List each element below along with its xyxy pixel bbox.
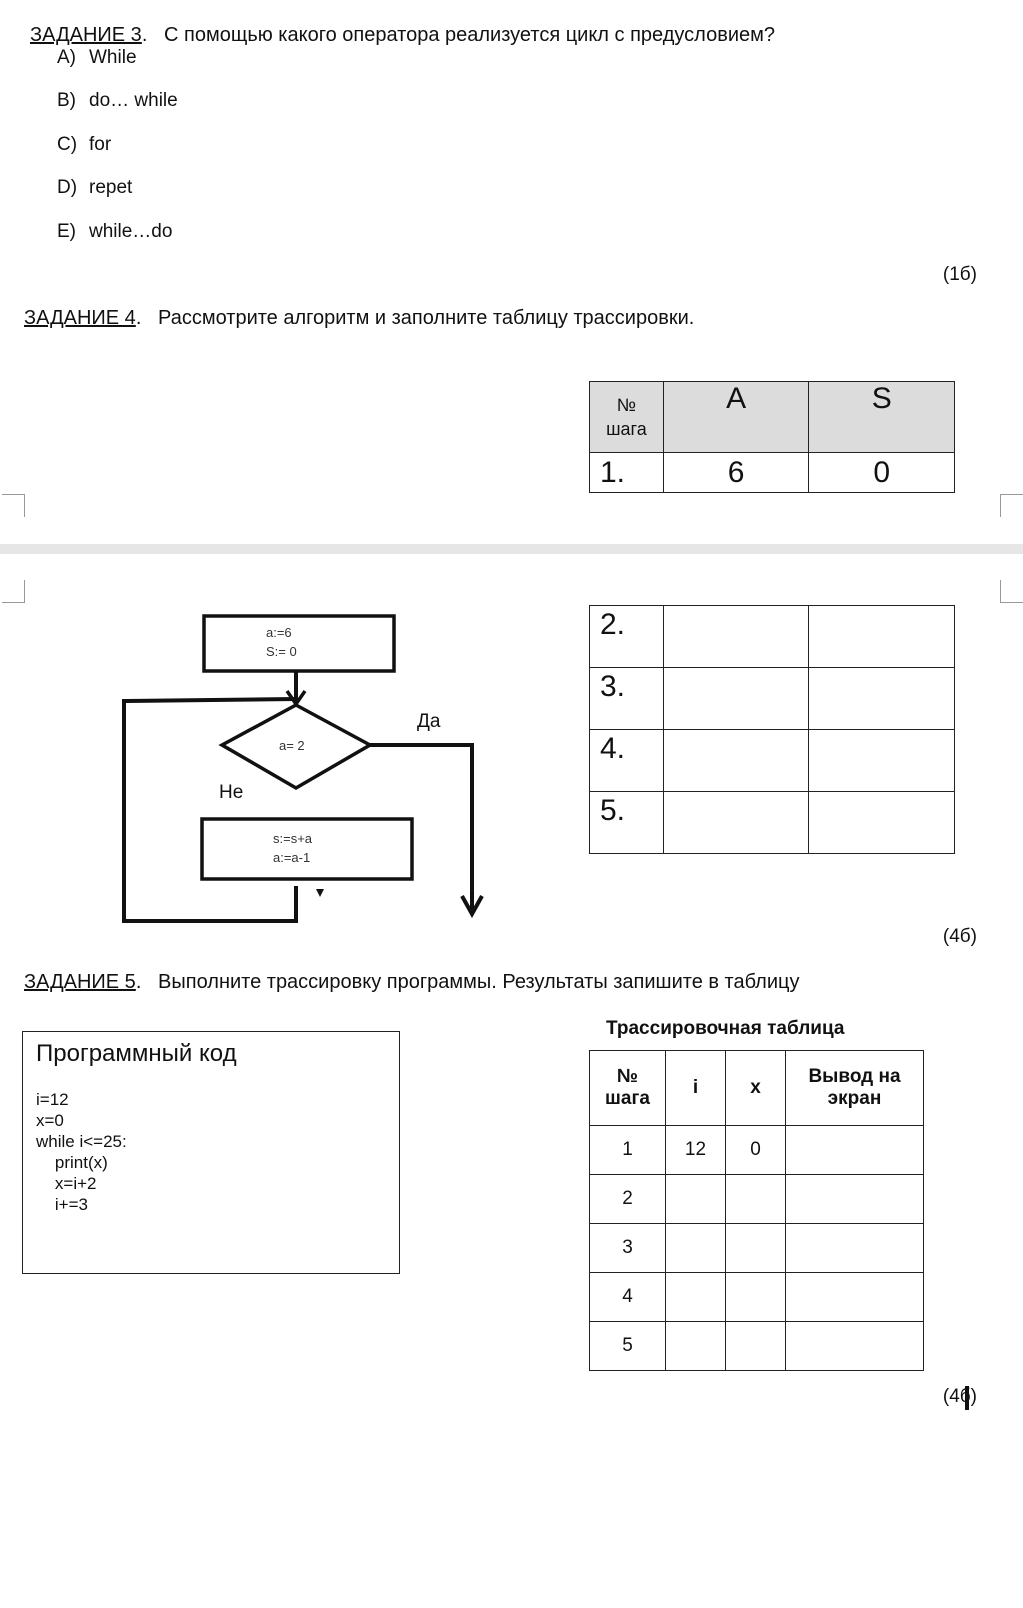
task3-question: С помощью какого оператора реализуется цикл с предусловием?	[164, 24, 775, 46]
cell-x[interactable]	[726, 1224, 786, 1273]
option-letter: A)	[57, 47, 76, 68]
task4-flowchart	[0, 600, 520, 930]
cell-s[interactable]	[809, 668, 955, 730]
task3-option-b[interactable]	[57, 90, 178, 112]
task4-points: (4б)	[942, 926, 977, 947]
table-row	[590, 606, 955, 668]
flowchart-body-line2: a:=a-1	[273, 850, 311, 865]
flowchart-init-line2: S:= 0	[266, 644, 297, 659]
cell-s[interactable]	[809, 792, 955, 854]
option-letter: B)	[57, 90, 76, 111]
cell-a[interactable]	[663, 730, 809, 792]
cell-x[interactable]	[726, 1322, 786, 1371]
page-corner-mark	[1000, 580, 1023, 603]
table-row	[590, 668, 955, 730]
table-row	[590, 453, 955, 493]
flowchart-body-line1: s:=s+a	[273, 831, 313, 846]
table-header-row	[590, 1051, 924, 1126]
flowchart-body-box	[202, 819, 412, 879]
task5-code-box	[22, 1031, 400, 1274]
flowchart-yes-line	[370, 745, 472, 912]
task3-option-e[interactable]	[57, 221, 172, 243]
option-text: do… while	[89, 90, 178, 111]
cell-output[interactable]	[786, 1175, 924, 1224]
flowchart-init-line1: a:=6	[266, 625, 292, 640]
header-a: A	[663, 382, 809, 453]
cell-step: 4.	[590, 730, 664, 792]
header-s: S	[809, 382, 955, 453]
cell-output[interactable]	[786, 1273, 924, 1322]
cell-x[interactable]: 0	[726, 1126, 786, 1175]
cell-i[interactable]	[666, 1273, 726, 1322]
option-text: While	[89, 47, 137, 68]
cell-i[interactable]	[666, 1175, 726, 1224]
cell-step: 3.	[590, 668, 664, 730]
table-row	[590, 1322, 924, 1371]
code-line: x=0	[36, 1111, 64, 1130]
task3-option-d[interactable]	[57, 177, 132, 199]
page-break-divider	[0, 544, 1023, 554]
cell-step: 2	[590, 1175, 666, 1224]
header-x: x	[726, 1051, 786, 1126]
option-text: while…do	[89, 221, 173, 242]
task4-label: ЗАДАНИЕ 4	[24, 307, 136, 329]
cell-i[interactable]: 12	[666, 1126, 726, 1175]
code-line: x=i+2	[36, 1174, 97, 1193]
task4-trace-table-top	[589, 381, 955, 493]
table-row	[590, 730, 955, 792]
task3-dot: .	[141, 24, 148, 46]
flowchart-loop-line	[124, 699, 296, 923]
header-i: i	[666, 1051, 726, 1126]
task4-dot: .	[135, 307, 142, 329]
flowchart-init-box	[204, 616, 394, 671]
task5-instruction: Выполните трассировку программы. Результаты запишите в таблицу	[158, 971, 800, 993]
cell-s[interactable]	[809, 606, 955, 668]
cell-step: 5.	[590, 792, 664, 854]
cell-output[interactable]	[786, 1224, 924, 1273]
flowchart-condition-text: a= 2	[279, 738, 305, 753]
flowchart-small-arrow	[316, 889, 324, 897]
cell-step: 5	[590, 1322, 666, 1371]
cell-step: 4	[590, 1273, 666, 1322]
task3-heading	[30, 24, 775, 47]
page-corner-mark	[1000, 494, 1023, 517]
header-step: № шага	[590, 1051, 666, 1126]
cell-step: 2.	[590, 606, 664, 668]
option-letter: E)	[57, 221, 76, 242]
task5-points: (4б)	[942, 1386, 977, 1407]
cell-step: 3	[590, 1224, 666, 1273]
code-line: i+=3	[36, 1195, 88, 1214]
option-letter: D)	[57, 177, 78, 198]
code-block	[36, 1089, 127, 1215]
table-row	[590, 1175, 924, 1224]
task5-trace-table	[589, 1050, 924, 1371]
cell-a[interactable]: 6	[663, 453, 809, 493]
cell-x[interactable]	[726, 1273, 786, 1322]
table-row	[590, 1273, 924, 1322]
cell-i[interactable]	[666, 1224, 726, 1273]
cell-s[interactable]	[809, 730, 955, 792]
task4-trace-table-bottom	[589, 605, 955, 854]
cell-s[interactable]: 0	[809, 453, 955, 493]
cell-a[interactable]	[663, 792, 809, 854]
table-row	[590, 1126, 924, 1175]
option-text: repet	[89, 177, 133, 198]
cell-a[interactable]	[663, 606, 809, 668]
task3-points: (1б)	[942, 264, 977, 285]
task4-heading	[24, 307, 694, 330]
code-box-title: Программный код	[36, 1040, 237, 1067]
option-text: for	[89, 134, 112, 155]
flowchart-no-label: Не	[219, 782, 244, 803]
task5-heading	[24, 971, 799, 994]
page-corner-mark	[2, 494, 25, 517]
code-line: print(x)	[36, 1153, 108, 1172]
task3-label: ЗАДАНИЕ 3	[30, 24, 142, 46]
table-row	[590, 1224, 924, 1273]
table-row	[590, 792, 955, 854]
cell-output[interactable]	[786, 1126, 924, 1175]
flowchart-yes-label: Да	[417, 711, 441, 732]
cell-step: 1	[590, 1126, 666, 1175]
option-letter: C)	[57, 134, 78, 155]
task3-option-a[interactable]	[57, 47, 137, 69]
task4-instruction: Рассмотрите алгоритм и заполните таблицу трассировки.	[158, 307, 695, 329]
task5-label: ЗАДАНИЕ 5	[24, 971, 136, 993]
cell-step: 1.	[590, 453, 664, 493]
header-step: № шага	[590, 382, 664, 453]
cell-output[interactable]	[786, 1322, 924, 1371]
cell-i[interactable]	[666, 1322, 726, 1371]
header-output: Вывод на экран	[786, 1051, 924, 1126]
cell-x[interactable]	[726, 1175, 786, 1224]
code-line: i=12	[36, 1090, 69, 1109]
task3-option-c[interactable]	[57, 134, 111, 156]
cell-a[interactable]	[663, 668, 809, 730]
code-line: while i<=25:	[36, 1132, 127, 1151]
table-header-row	[590, 382, 955, 453]
task5-dot: .	[135, 971, 142, 993]
task5-table-title: Трассировочная таблица	[606, 1018, 845, 1039]
